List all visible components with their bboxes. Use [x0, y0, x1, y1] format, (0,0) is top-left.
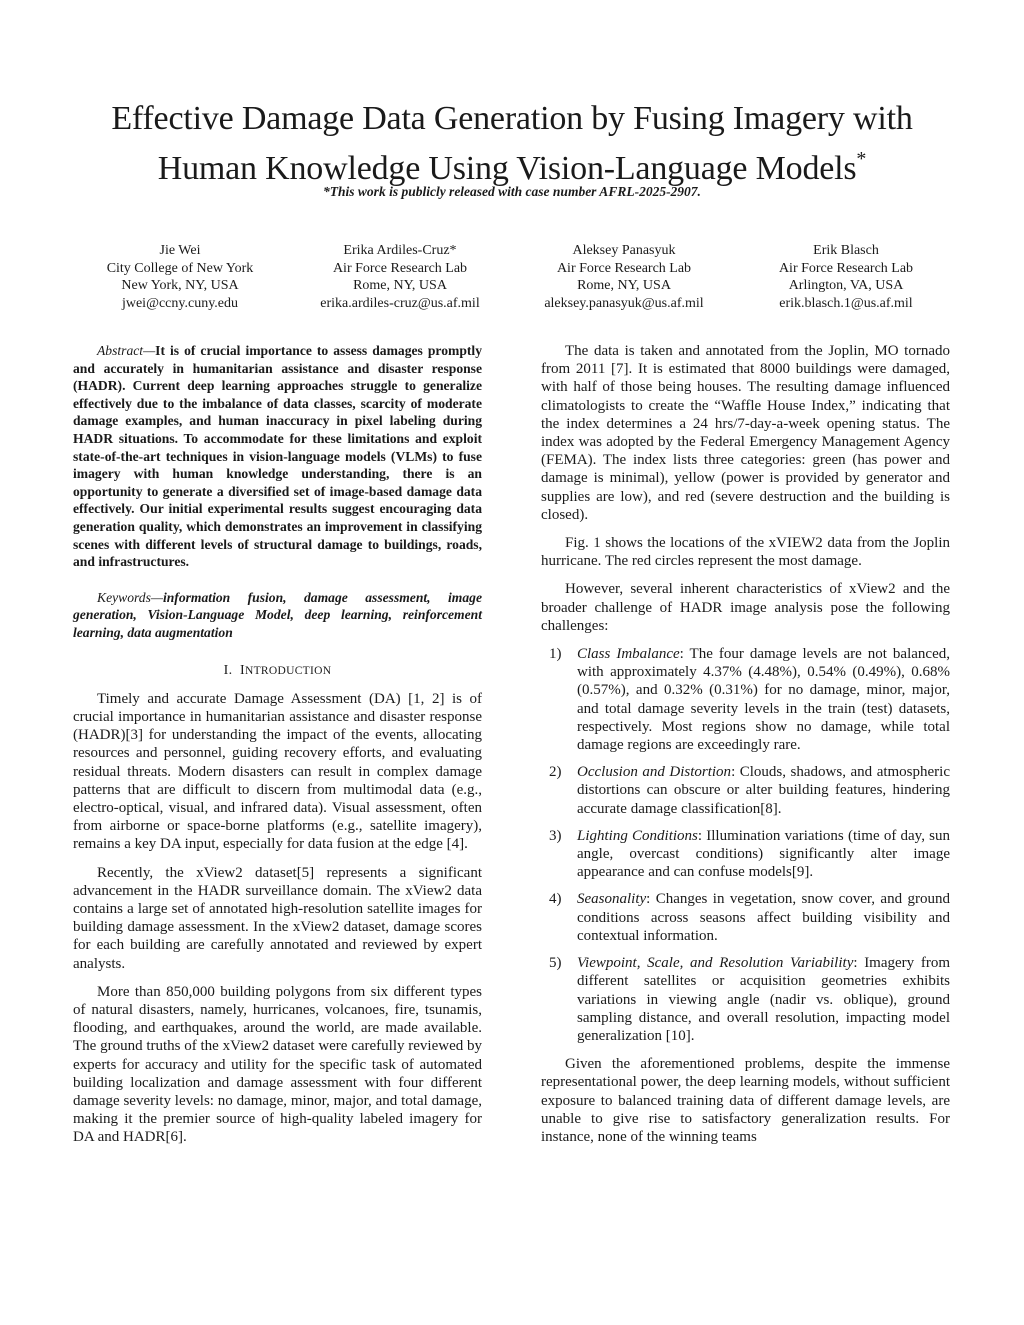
author-location: Rome, NY, USA: [353, 278, 447, 293]
author-3: [514, 242, 734, 312]
intro-paragraph-3: More than 850,000 building polygons from six different types of natural disasters, namely, hurricanes, volcanoes, fire, tsunamis, flooding, and earthquakes, around the world, are made available. The ground truths of the xView2 dataset were carefully reviewed by experts for accuracy and utility for the specific task of automated building localization and damage assessment with four different damage severity levels: no damage, minor, major, and total damage, making it the premier source of high-quality labeled imagery for DA and HADR[6].: [73, 983, 482, 1146]
author-name: Jie Wei: [159, 243, 201, 258]
list-item-number: 1): [549, 646, 562, 663]
author-1: [70, 242, 290, 312]
list-item-number: 3): [549, 827, 562, 844]
keywords: [73, 589, 482, 642]
keywords-text: information fusion, damage assessment, image generation, Vision-Language Model, deep learning, reinforcement learning, data augmentation: [73, 589, 482, 640]
intro-paragraph-6: However, several inherent characteristics of xView2 and the broader challenge of HADR image analysis pose the following challenges:: [541, 581, 950, 634]
section-title-initial: I: [240, 662, 245, 678]
author-name: Erika Ardiles-Cruz*: [343, 243, 457, 258]
paper-title: [0, 98, 1024, 189]
author-affiliation: City College of New York: [106, 260, 254, 276]
author-affiliation: Air Force Research Lab: [332, 260, 468, 276]
author-name: Erik Blasch: [813, 243, 879, 258]
author-email: erik.blasch.1@us.af.mil: [779, 295, 913, 311]
abstract: [73, 342, 482, 571]
section-number: I.: [223, 662, 233, 678]
list-item: [541, 954, 950, 1045]
list-item-text: : Imagery from different satellites or acquisition geometries exhibits variations in viewing angle (nadir vs. oblique), ground sampling distance, and overall resolution, impacting model generalization [10].: [577, 955, 950, 1044]
abstract-text: It is of crucial importance to assess damages promptly and accurately in humanitarian assistance and disaster response (HADR). Current deep learning approaches struggle to generalize effectively due to the imbalance of data classes, scarcity of moderate damage examples, and human inaccuracy in pixel labeling during HADR situations. To accommodate for these limitations and exploit state-of-the-art techniques in vision-language models (VLMs) to fuse imagery with human knowledge understanding, there is an opportunity to generate a diversified set of image-based damage data effectively. Our initial experimental results suggest encouraging data generation quality, which demonstrates an improvement in classifying scenes with different levels of structural damage to buildings, roads, and infrastructures.: [73, 343, 482, 570]
intro-paragraph-5: Fig. 1 shows the locations of the xVIEW2 data from the Joplin hurricane. The red circles represent the most damage.: [541, 535, 950, 570]
list-item-term: Class Imbalance: [577, 646, 680, 663]
section-title-rest: NTRODUCTION: [244, 664, 332, 677]
list-item: [541, 890, 950, 945]
title-line-2-text: Human Knowledge Using Vision-Language Models: [157, 150, 857, 187]
list-item-term: Viewpoint, Scale, and Resolution Variability: [577, 955, 854, 972]
keywords-label: Keywords—: [97, 589, 163, 605]
author-affiliation: Air Force Research Lab: [556, 260, 692, 276]
author-2: [290, 242, 510, 312]
release-note: *This work is publicly released with case number AFRL-2025-2907.: [323, 184, 701, 199]
list-item: [541, 827, 950, 882]
list-item-text: : Illumination variations (time of day, sun angle, overcast conditions) significantly alter image appearance and can confuse models[9].: [577, 827, 950, 881]
list-item-text: : The four damage levels are not balanced, with approximately 4.37% (4.48%), 0.54% (0.49%), 0.68% (0.57%), and 0.32% (0.31%) for no damage, minor, major, and total damage severity levels in the train (test) datasets, respectively. Most regions show no damage, while total damage regions are exceedingly rare.: [577, 646, 950, 754]
intro-paragraph-4: The data is taken and annotated from the Joplin, MO tornado from 2011 [7]. It is estimated that 8000 buildings were damaged, with half of those being houses. The resulting damage influenced climatologists to create the “Waffle House Index,” indicating that the index determines a 24 hrs/7-day-a-week opening status. The index was adopted by the Federal Emergency Management Agency (FEMA). The index lists three categories: green (has power and damage is minimal), yellow (power is provided by generator and supplies are low), and red (severe destruction and the building is closed).: [541, 343, 950, 523]
challenges-list: [541, 645, 950, 1045]
list-item-term: Occlusion and Distortion: [577, 764, 732, 781]
intro-paragraph-2: Recently, the xView2 dataset[5] represents a significant advancement in the HADR surveillance domain. The xView2 data contains a large set of annotated high-resolution satellite images for building damage assessment. In the xView2 dataset, damage scores for each building are carefully annotated and reviewed by expert analysts.: [73, 864, 482, 972]
title-line-2: [0, 139, 1024, 189]
author-name: Aleksey Panasyuk: [572, 243, 676, 258]
list-item-number: 2): [549, 764, 562, 781]
list-item-text: : Clouds, shadows, and atmospheric distortions can obscure or alter building features, hindering accurate damage classification[8].: [577, 764, 950, 817]
author-email: erika.ardiles-cruz@us.af.mil: [320, 295, 480, 311]
title-footnote-marker: *: [856, 148, 867, 170]
title-line-1: Effective Damage Data Generation by Fusing Imagery with: [111, 100, 913, 137]
author-affiliation: Air Force Research Lab: [778, 260, 914, 276]
list-item: [541, 645, 950, 754]
right-column: [541, 342, 950, 1156]
intro-paragraph-7: Given the aforementioned problems, despite the immense representational power, the deep learning models, without sufficient exposure to balanced training data of different damage levels, are unable to give rise to satisfactory generalization results. For instance, none of the winning teams: [541, 1056, 950, 1145]
list-item-number: 4): [549, 891, 562, 908]
author-email: aleksey.panasyuk@us.af.mil: [544, 295, 704, 311]
intro-paragraph-1: Timely and accurate Damage Assessment (DA) [1, 2] is of crucial importance in humanitarian assistance and disaster response (HADR)[3] for understanding the impact of the events, allocating resources and personnel, guiding recovery efforts, and evaluating residual threats. Modern disasters can result in complex damage patterns that are difficult to discern from multimodal data (e.g., electro-optical, visual, and infrared data). Visual assessment, often from airborne or space-borne platforms (e.g., satellite imagery), remains a key DA input, especially for data fusion at the edge [4].: [73, 690, 482, 853]
author-location: Arlington, VA, USA: [788, 278, 904, 293]
left-column: [73, 342, 482, 1157]
author-location: New York, NY, USA: [121, 278, 239, 293]
abstract-label: Abstract—: [97, 343, 156, 358]
list-item-number: 5): [549, 955, 562, 972]
author-4: [736, 242, 956, 312]
author-email: jwei@ccny.cuny.edu: [121, 295, 239, 311]
list-item-text: : Changes in vegetation, snow cover, and ground conditions across seasons affect building visibility and contextual information.: [577, 891, 950, 944]
author-block: [70, 242, 960, 316]
list-item: [541, 763, 950, 818]
section-heading-introduction: [73, 662, 482, 680]
author-location: Rome, NY, USA: [577, 278, 671, 293]
list-item-term: Lighting Conditions: [577, 827, 698, 844]
list-item-term: Seasonality: [577, 891, 647, 908]
